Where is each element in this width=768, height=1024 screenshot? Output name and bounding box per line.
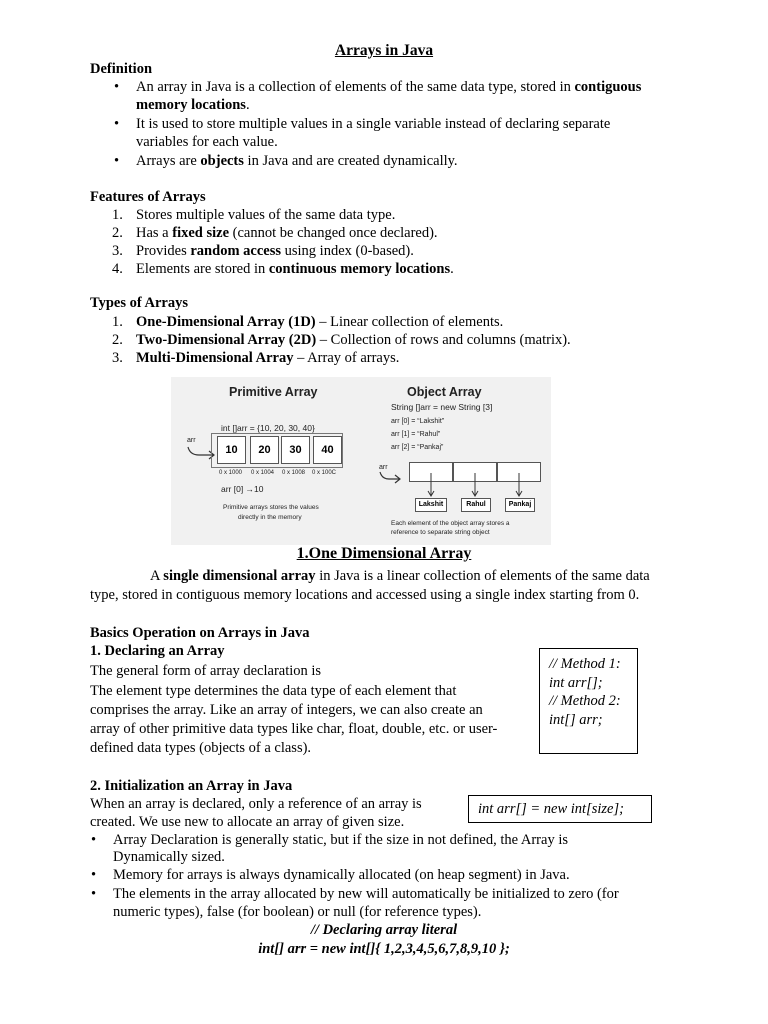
code-line: // Method 1: [549,656,621,672]
primitive-cell: 10 [217,436,246,464]
initialization-bullet: • Array Declaration is generally static, but if the size in not defined, the Array is [113,832,568,849]
declaring-heading: 1. Declaring an Array [90,643,225,659]
one-d-post: in Java is a linear collection of elements of the same data [315,568,650,584]
type-text-post: – Array of arrays. [293,350,400,366]
feature-item [112,261,454,278]
primitive-array-frame [211,433,343,468]
declaring-text-line: The general form of array declaration is [90,663,322,679]
feature-text-bold: fixed size [172,225,230,241]
primitive-array-title: Primitive Array [229,385,318,399]
type-item [112,332,571,349]
definition-bullet-2-cont: variables for each value. [136,134,278,150]
primitive-access-example: arr [0] →10 [221,484,264,494]
address-label: 0 x 1008 [282,470,306,476]
object-caption-line-2: reference to separate string object [391,529,490,536]
string-object-box: Rahul [461,498,491,512]
definition-b3-bold: objects [200,153,244,169]
type-item [112,350,399,367]
object-arr-label: arr [379,464,388,471]
one-d-bold: single dimensional array [163,568,316,584]
code-line: int arr[] = new int[size]; [478,801,624,817]
string-object-box: Lakshit [415,498,447,512]
code-array-literal: int[] arr = new int[]{ 1,2,3,4,5,6,7,8,9,10 }; [258,941,510,957]
object-array-declaration: String []arr = new String [3] [391,402,493,412]
feature-text-bold: continuous memory locations [268,261,451,277]
reference-arrows-icon [409,471,549,499]
feature-number: 4. [112,261,123,277]
address-label: 0 x 1004 [251,470,275,476]
definition-b3-pre: Arrays are [136,153,201,169]
feature-item [112,243,414,260]
definition-bullet-1-cont [136,97,250,114]
declaring-text-line: The element type determines the data type of each element that [90,683,457,699]
definition-bullet-1 [136,79,641,96]
object-assignment: arr [0] = “Lakshit” [391,418,445,425]
definition-b3-post: in Java and are created dynamically. [243,153,458,169]
type-item [112,314,503,331]
type-number: 3. [112,350,123,366]
object-array-title: Object Array [407,385,482,399]
type-text-bold: Two-Dimensional Array (2D) [136,332,317,348]
primitive-caption-line-1: Primitive arrays stores the values [223,504,319,511]
feature-text-pre: Elements are stored in [136,261,269,277]
feature-item [112,207,395,224]
object-caption-line-1: Each element of the object array stores a [391,520,510,527]
features-heading: Features of Arrays [90,189,206,205]
primitive-cell: 40 [313,436,342,464]
address-label: 0 x 1000 [219,470,243,476]
types-heading: Types of Arrays [90,295,189,311]
feature-text-pre: Stores multiple values of the same data type. [136,207,396,223]
page-title: Arrays in Java [334,42,434,59]
type-text-post: – Collection of rows and columns (matrix). [316,332,571,348]
type-text-bold: One-Dimensional Array (1D) [136,314,316,330]
initialization-code-box [468,795,652,823]
initialization-text-line: When an array is declared, only a reference of an array is [90,796,422,812]
definition-b1-text: An array in Java is a collection of elements of the same data type, stored in [136,79,575,95]
object-assignment: arr [1] = “Rahul” [391,431,441,438]
type-text-bold: Multi-Dimensional Array [136,350,294,366]
feature-text-post: (cannot be changed once declared). [229,225,438,241]
type-text-post: – Linear collection of elements. [315,314,504,330]
primitive-arr-label: arr [187,437,196,444]
declaring-text-line: array of other primitive data types like char, float, double, etc. or user- [90,721,498,737]
primitive-array-declaration: int []arr = {10, 20, 30, 40} [221,423,315,433]
type-number: 1. [112,314,123,330]
declaring-text-line: defined data types (objects of a class). [90,740,312,756]
initialization-text-line: created. We use new to allocate an array of given size. [90,814,405,830]
definition-b1-bold-2: memory locations [136,97,246,113]
definition-heading: Definition [90,61,153,77]
code-line: // Method 2: [549,693,621,709]
initialization-heading: 2. Initialization an Array in Java [90,778,293,794]
object-assignment: arr [2] = “Pankaj” [391,444,444,451]
declaration-code-box [539,648,638,754]
feature-text-pre: Provides [136,243,191,259]
feature-number: 2. [112,225,123,241]
initialization-bullet-cont: Dynamically sized. [113,849,225,865]
one-dimensional-paragraph-line-2: type, stored in contiguous memory locations and accessed using a single index starting from 0. [90,587,640,603]
object-arrow-icon [377,471,403,485]
feature-text-pre: Has a [136,225,173,241]
code-line: int[] arr; [549,712,603,728]
array-diagram [171,377,551,545]
feature-number: 1. [112,207,123,223]
primitive-cell: 20 [250,436,279,464]
declaring-text-line: comprises the array. Like an array of integers, we can also create an [90,702,483,718]
string-object-box: Pankaj [505,498,535,512]
basics-heading: Basics Operation on Arrays in Java [90,625,310,641]
one-d-pre: A [150,568,164,584]
definition-b1-bold: contiguous [574,79,642,95]
feature-text-post: using index (0-based). [281,243,414,259]
one-dimensional-paragraph-line-1 [150,568,650,585]
initialization-bullet-cont: numeric types), false (for boolean) or null (for reference types). [113,904,482,920]
feature-item [112,225,438,242]
one-dimensional-heading: 1.One Dimensional Array [296,545,472,562]
feature-number: 3. [112,243,123,259]
definition-b1-post: . [245,97,250,113]
feature-text-post: . [450,261,454,277]
definition-bullet-2: • It is used to store multiple values in a single variable instead of declaring separate [136,116,610,133]
code-comment: // Declaring array literal [310,922,458,938]
code-line: int arr[]; [549,675,603,691]
primitive-cell: 30 [281,436,310,464]
initialization-bullet: • Memory for arrays is always dynamically allocated (on heap segment) in Java. [113,867,570,884]
definition-bullet-3 [136,153,458,170]
address-label: 0 x 100C [312,470,337,476]
initialization-bullet: • The elements in the array allocated by new will automatically be initialized to zero (for [113,886,619,903]
type-number: 2. [112,332,123,348]
feature-text-bold: random access [190,243,281,259]
primitive-caption-line-2: directly in the memory [238,514,302,521]
